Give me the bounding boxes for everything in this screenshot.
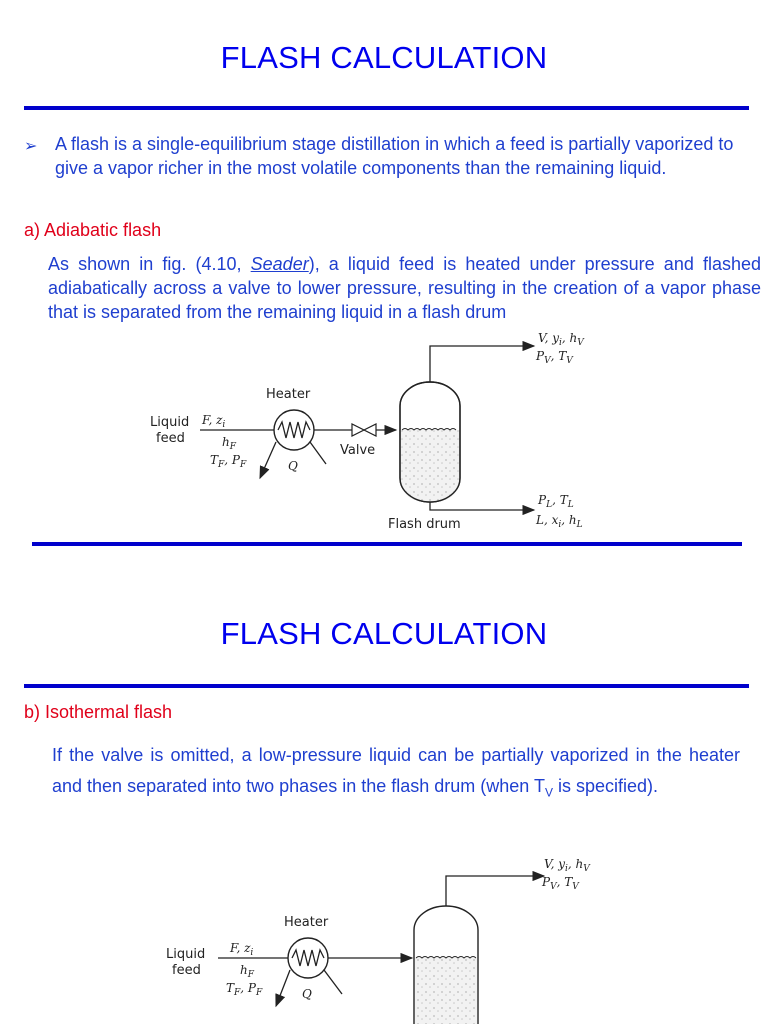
feed-label-feed: feed bbox=[172, 963, 201, 978]
svg-text:V, yi, hV: V, $y_i$, $h_V$ bbox=[544, 857, 590, 874]
paragraph-text-start: As shown in fig. (4.10, bbox=[48, 254, 251, 274]
feed-label-liquid: Liquid bbox=[166, 947, 206, 962]
seader-reference: Seader bbox=[250, 254, 309, 274]
paragraph-isothermal bbox=[52, 740, 740, 809]
slide-title: FLASH CALCULATION bbox=[220, 40, 548, 75]
valve-label: Valve bbox=[340, 443, 376, 458]
svg-text:hF: $h_F$ bbox=[240, 963, 254, 980]
bullet-text: A flash is a single-equilibrium stage distillation in which a feed is partially vaporized to give a vapor richer in the most volatile components than the remaining liquid. bbox=[55, 134, 734, 178]
heater-label: Heater bbox=[266, 387, 311, 402]
paragraph-text-end: is specified). bbox=[553, 776, 659, 796]
svg-text:PV, TV: $P_V$, $T_V$ bbox=[542, 875, 579, 892]
isothermal-flash-figure bbox=[160, 854, 620, 1024]
svg-text:PL, TL: $P_L$, $T_L$ bbox=[538, 493, 574, 510]
subheading-adiabatic: a) Adiabatic flash bbox=[24, 220, 162, 240]
heat-label: Q bbox=[288, 459, 298, 473]
svg-text:hF: $h_F$ bbox=[222, 435, 236, 452]
flash-drum-label: Flash drum bbox=[388, 517, 461, 532]
svg-text:TF, PF: $T_F$, $P_F$ bbox=[210, 453, 247, 470]
paragraph-adiabatic bbox=[48, 252, 761, 324]
slide-title: FLASH CALCULATION bbox=[220, 616, 548, 651]
adiabatic-flash-figure bbox=[148, 330, 598, 546]
slide-bottom-rule bbox=[32, 542, 742, 546]
subheading-isothermal: b) Isothermal flash bbox=[24, 702, 173, 722]
slide-2 bbox=[0, 572, 768, 1024]
svg-text:F, zi: F, $z_i$ bbox=[202, 413, 226, 430]
svg-text:L, xi, hL: L, $x_i$, $h_L$ bbox=[536, 513, 583, 530]
valve-icon bbox=[352, 424, 376, 436]
heater-icon bbox=[274, 410, 314, 450]
paragraph-text-end: ), a liquid feed is heated under pressure and flashed adiabatically across a valve to lower pressure, resulting in the creation of a vapor phase that is separated from the remaining liquid in a flash drum bbox=[48, 254, 761, 322]
heater-icon bbox=[288, 938, 328, 978]
tv-symbol: $T_V$ bbox=[534, 776, 554, 800]
bullet-arrow-icon: ➢ bbox=[24, 138, 38, 155]
title-rule bbox=[24, 106, 749, 110]
svg-text:V, yi, hV: V, $y_i$, $h_V$ bbox=[538, 331, 584, 348]
svg-text:TF, PF: $T_F$, $P_F$ bbox=[226, 981, 263, 998]
svg-text:PV, TV: $P_V$, $T_V$ bbox=[536, 349, 573, 366]
heater-label: Heater bbox=[284, 915, 329, 930]
title-rule bbox=[24, 684, 749, 688]
feed-label-feed: feed bbox=[156, 431, 185, 446]
paragraph-text: If the valve is omitted, a low-pressure liquid can be partially vaporized in the heater and then separated into two phases in the flash drum (when bbox=[52, 745, 740, 796]
feed-label-liquid: Liquid bbox=[150, 415, 190, 430]
svg-text:F, zi: F, $z_i$ bbox=[230, 941, 254, 958]
heat-label: Q bbox=[302, 987, 312, 1001]
